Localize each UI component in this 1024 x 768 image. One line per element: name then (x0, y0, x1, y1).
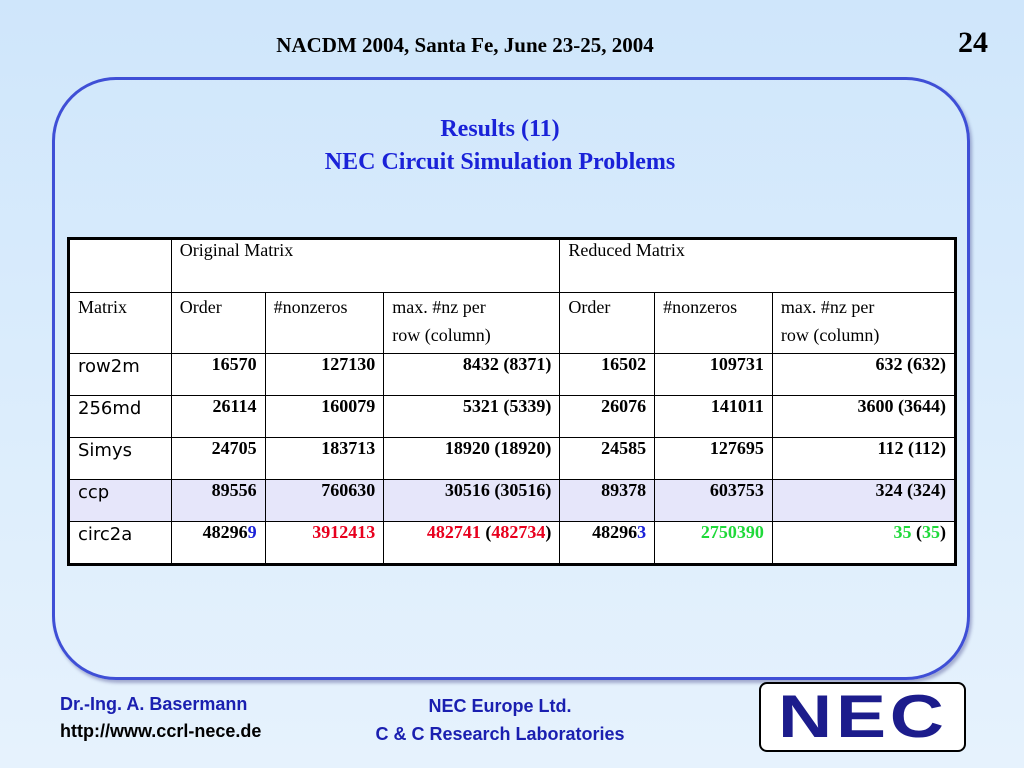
red-order-suffix: 3 (637, 522, 647, 542)
maxnz-label-line1: max. #nz per (392, 297, 486, 317)
table-column-header-row (69, 293, 956, 354)
red-order-cell (560, 522, 655, 565)
group-header-reduced: Reduced Matrix (560, 239, 956, 293)
slide-title-line1: Results (11) (440, 116, 560, 142)
red-order-cell: 24585 (560, 438, 655, 480)
footer-org-line2: C & C Research Laboratories (375, 724, 625, 744)
red-order-cell: 26076 (560, 396, 655, 438)
orig-order-suffix: 9 (247, 522, 257, 542)
nec-logo-text: NEC (777, 683, 948, 750)
red-order-cell: 89378 (560, 480, 655, 522)
red-nonzeros-cell: 2750390 (655, 522, 773, 565)
column-header-orig-nonzeros: #nonzeros (265, 293, 384, 354)
footer-url: http://www.ccrl-nece.de (60, 721, 262, 741)
matrix-name-cell: circ2a (69, 522, 172, 565)
red-maxnz-cell: 324 (324) (772, 480, 955, 522)
footer-author-block (60, 691, 261, 745)
column-header-matrix: Matrix (69, 293, 172, 354)
red-order-prefix: 48296 (592, 522, 638, 542)
header-title: NACDM 2004, Santa Fe, June 23-25, 2004 (276, 33, 654, 57)
maxnz-label-line1: max. #nz per (780, 297, 875, 317)
table-corner-cell (69, 239, 172, 293)
footer-author: Dr.-Ing. A. Basermann (60, 694, 248, 714)
orig-nonzeros-cell: 160079 (265, 396, 384, 438)
table-group-header-row (69, 239, 956, 293)
matrix-name-cell: ccp (69, 480, 172, 522)
red-maxnz-cell: 3600 (3644) (772, 396, 955, 438)
maxnz-label-line2: row (column) (780, 325, 880, 345)
slide-title-line2: NEC Circuit Simulation Problems (324, 149, 676, 175)
table-row (69, 354, 956, 396)
orig-nonzeros-cell: 127130 (265, 354, 384, 396)
column-header-orig-order: Order (171, 293, 265, 354)
orig-order-prefix: 48296 (202, 522, 248, 542)
results-table (67, 237, 957, 566)
orig-maxnz-cell: 5321 (5339) (384, 396, 560, 438)
column-header-red-maxnz (772, 293, 955, 354)
orig-order-cell: 16570 (171, 354, 265, 396)
nec-logo (759, 682, 966, 752)
footer-organization (330, 692, 670, 748)
red-max-row-value: 35 (893, 522, 912, 542)
red-max-col-value: 35 (922, 522, 940, 542)
slide-number: 24 (958, 26, 988, 59)
table-row (69, 438, 956, 480)
red-maxnz-cell: 632 (632) (772, 354, 955, 396)
orig-max-row-value: 482741 (426, 522, 481, 542)
column-header-red-order: Order (560, 293, 655, 354)
red-nonzeros-cell: 603753 (655, 480, 773, 522)
orig-maxnz-cell: 8432 (8371) (384, 354, 560, 396)
matrix-name-cell: 256md (69, 396, 172, 438)
orig-order-cell: 24705 (171, 438, 265, 480)
matrix-name-cell: Simys (69, 438, 172, 480)
orig-order-cell (171, 522, 265, 565)
table-row (69, 396, 956, 438)
orig-max-col-value: 482734 (491, 522, 546, 542)
red-order-cell: 16502 (560, 354, 655, 396)
orig-order-cell: 26114 (171, 396, 265, 438)
orig-nonzeros-cell: 3912413 (265, 522, 384, 565)
orig-maxnz-cell: 30516 (30516) (384, 480, 560, 522)
red-nonzeros-cell: 127695 (655, 438, 773, 480)
slide-title (0, 113, 1000, 179)
red-maxnz-cell: 35 (35) (772, 522, 955, 565)
column-header-orig-maxnz (384, 293, 560, 354)
orig-nonzeros-cell: 760630 (265, 480, 384, 522)
orig-maxnz-cell: 18920 (18920) (384, 438, 560, 480)
orig-order-cell: 89556 (171, 480, 265, 522)
red-maxnz-cell: 112 (112) (772, 438, 955, 480)
orig-maxnz-cell: 482741 (482734) (384, 522, 560, 565)
table-row (69, 522, 956, 565)
red-nonzeros-cell: 141011 (655, 396, 773, 438)
table-row (69, 480, 956, 522)
red-nonzeros-cell: 109731 (655, 354, 773, 396)
orig-nonzeros-cell: 183713 (265, 438, 384, 480)
maxnz-label-line2: row (column) (392, 325, 491, 345)
group-header-original: Original Matrix (171, 239, 560, 293)
column-header-red-nonzeros: #nonzeros (655, 293, 773, 354)
matrix-name-cell: row2m (69, 354, 172, 396)
footer-org-line1: NEC Europe Ltd. (428, 696, 572, 716)
